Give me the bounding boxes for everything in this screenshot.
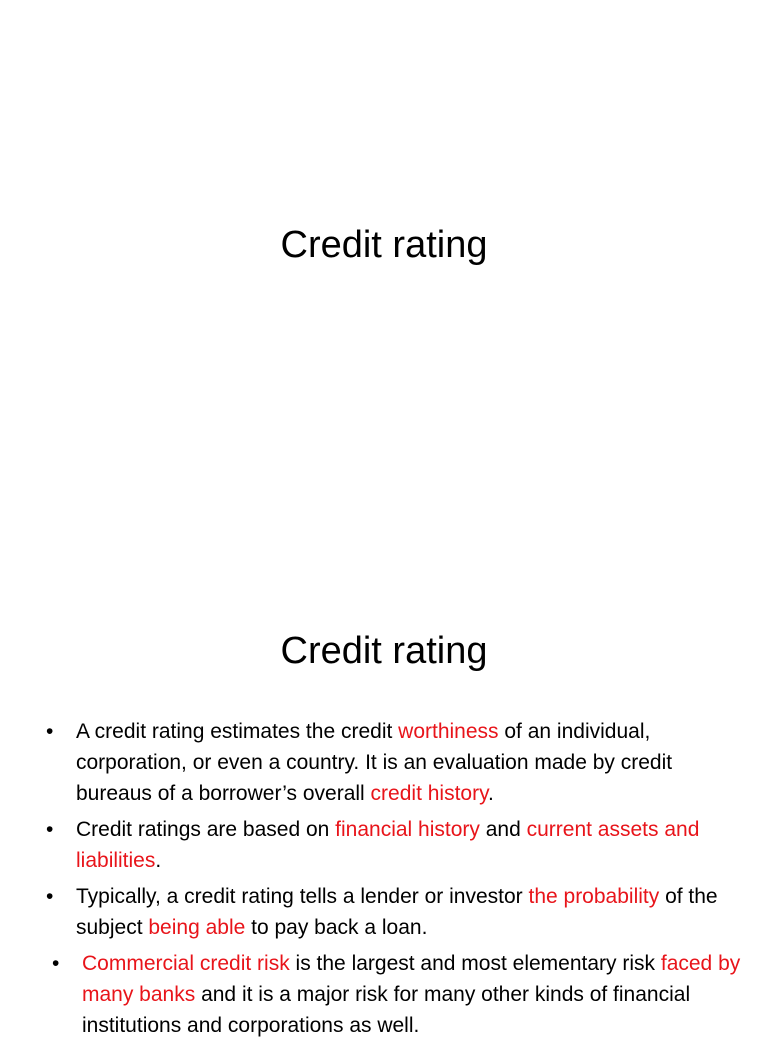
content-slide (0, 576, 768, 1037)
bullet-list (46, 716, 741, 1046)
bullet-mark: • (46, 720, 54, 743)
bullet-text: . (155, 849, 162, 872)
highlighted-text: current assets and liabilities (76, 818, 700, 872)
highlighted-text: Commercial credit risk (82, 952, 290, 975)
bullet-text: of an individual, corporation, or even a country. It is an evaluation made by credit bureaus of a borrower’s overall (76, 720, 673, 805)
bullet-text: is the largest and most elementary risk (289, 952, 661, 975)
bullet-mark: • (52, 952, 60, 975)
highlighted-text: financial history (335, 818, 480, 841)
bullet-item (46, 881, 736, 943)
bullet-item (46, 716, 736, 809)
bullet-text: . (488, 782, 494, 805)
bullet-text: A credit rating estimates the credit (76, 720, 399, 743)
bullet-mark: • (46, 818, 54, 841)
slide-title: Credit rating (280, 224, 488, 266)
highlighted-text: faced by many banks (82, 952, 741, 1006)
highlighted-text: worthiness (398, 720, 499, 743)
bullet-text: of the subject (76, 885, 718, 939)
slide-heading: Credit rating (280, 630, 488, 672)
highlighted-text: the probability (528, 885, 660, 908)
bullet-text: Typically, a credit rating tells a lender or investor (76, 885, 529, 908)
highlighted-text: credit history (370, 782, 489, 805)
bullet-mark: • (46, 885, 54, 908)
bullet-text: and (479, 818, 527, 841)
bullet-text: Credit ratings are based on (76, 818, 336, 841)
bullet-text: and it is a major risk for many other kinds of financial institutions and corporations as well. (82, 983, 691, 1037)
bullet-text: to pay back a loan. (245, 916, 428, 939)
bullet-item (52, 948, 742, 1041)
bullet-item (46, 814, 736, 876)
highlighted-text: being able (148, 916, 246, 939)
